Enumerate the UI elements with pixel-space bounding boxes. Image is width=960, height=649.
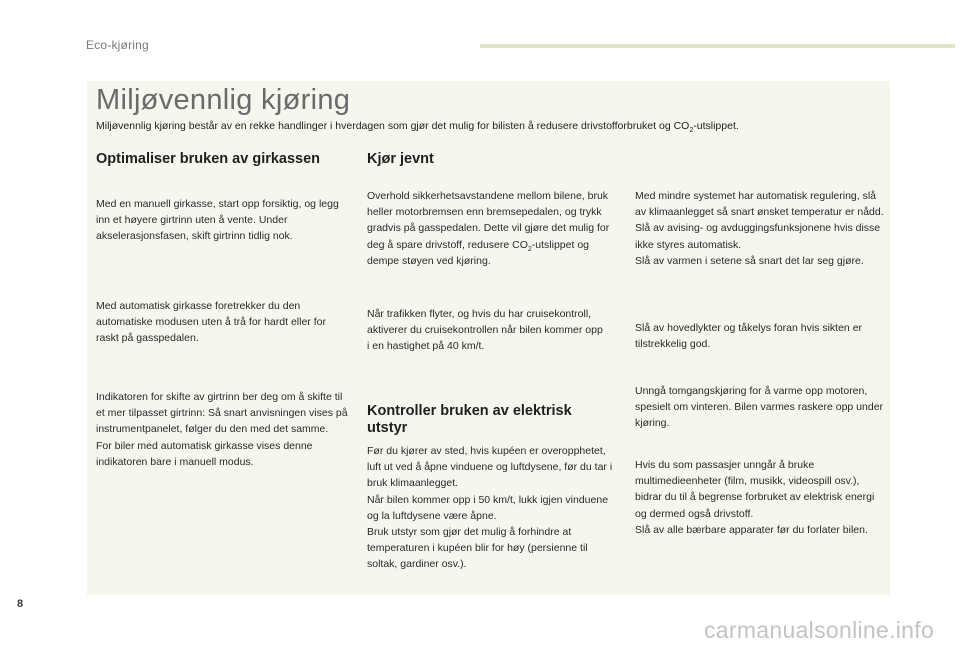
- section-label: Eco-kjøring: [86, 38, 149, 52]
- paragraph-multimedia: Hvis du som passasjer unngår å bruke multimedieenheter (film, musikk, videospill osv.), bidrar du til å begrense forbruket av elektrisk energi og dermed også drivstoff. Slå av alle bærbare apparater før du forlater bilen.: [635, 459, 875, 536]
- heading-electrical-equipment: Kontroller bruken av elektrisk utstyr: [367, 403, 572, 436]
- paragraph-automatic-gearbox: Med automatisk girkasse foretrekker du den automatiske modusen uten å trå for hardt eller for raskt på gasspedalen.: [96, 300, 326, 345]
- paragraph-headlights: Slå av hovedlykter og tåkelys foran hvis sikten er tilstrekkelig god.: [635, 322, 863, 351]
- header-accent-bar: [480, 44, 955, 48]
- heading-smooth-driving: Kjør jevnt: [367, 151, 434, 167]
- paragraph-gear-indicator: Indikatoren for skifte av girtrinn ber deg om å skifte til et mer tilpasset girtrinn: Så snart anvisningen vises på instrumentpanelet, følger du den med det samme. For biler med automatisk girkasse vises denne indikatoren bare i manuell modus.: [96, 391, 348, 468]
- paragraph-ventilation: Før du kjører av sted, hvis kupéen er overopphetet, luft ut ved å åpne vinduene og luftdysene, før du tar i bruk klimaanlegget. Når bilen kommer opp i 50 km/t, lukk igjen vinduene og la luftdysene være åpne. Bruk utstyr som gjør det mulig å forhindre at temperaturen i kupéen blir for høy (persienne til soltak, gardiner osv.).: [367, 445, 613, 571]
- page-title: Miljøvennlig kjøring: [96, 84, 351, 116]
- paragraph-safety-distance: Overhold sikkerhetsavstandene mellom bilene, bruk heller motorbremsen enn bremsepedalen, og trykk gradvis på gasspedalen. Dette vil gjøre det mulig for deg å spare drivstoff, redusere $CO_2$-utslippet og dempe støyen ved kjøring.: [367, 190, 610, 267]
- heading-gearbox: Optimaliser bruken av girkassen: [96, 151, 321, 167]
- paragraph-cruise-control: Når trafikken flyter, og hvis du har cruisekontroll, aktiverer du cruisekontrollen når bilen kommer opp i en hastighet på 40 km/t.: [367, 308, 603, 353]
- paragraph-manual-gearbox: Med en manuell girkasse, start opp forsiktig, og legg inn et høyere girtrinn uten å vente. Under akselerasjonsfasen, skift girtrinn tidlig nok.: [96, 198, 339, 243]
- paragraph-idling: Unngå tomgangskjøring for å varme opp motoren, spesielt om vinteren. Bilen varmes raskere opp under kjøring.: [635, 385, 884, 430]
- watermark: carmanualsonline.info: [704, 617, 935, 643]
- paragraph-climate-control: Med mindre systemet har automatisk regulering, slå av klimaanlegget så snart ønsket temperatur er nådd. Slå av avising- og avduggingsfunksjonene hvis disse ikke styres automatisk. Slå av varmen i setene så snart det lar seg gjøre.: [635, 190, 884, 267]
- page-number: 8: [17, 598, 24, 610]
- intro-text: Miljøvennlig kjøring består av en rekke handlinger i hverdagen som gjør det mulig for bilisten å redusere drivstofforbruket og $CO_2$-utslippet.: [96, 120, 739, 135]
